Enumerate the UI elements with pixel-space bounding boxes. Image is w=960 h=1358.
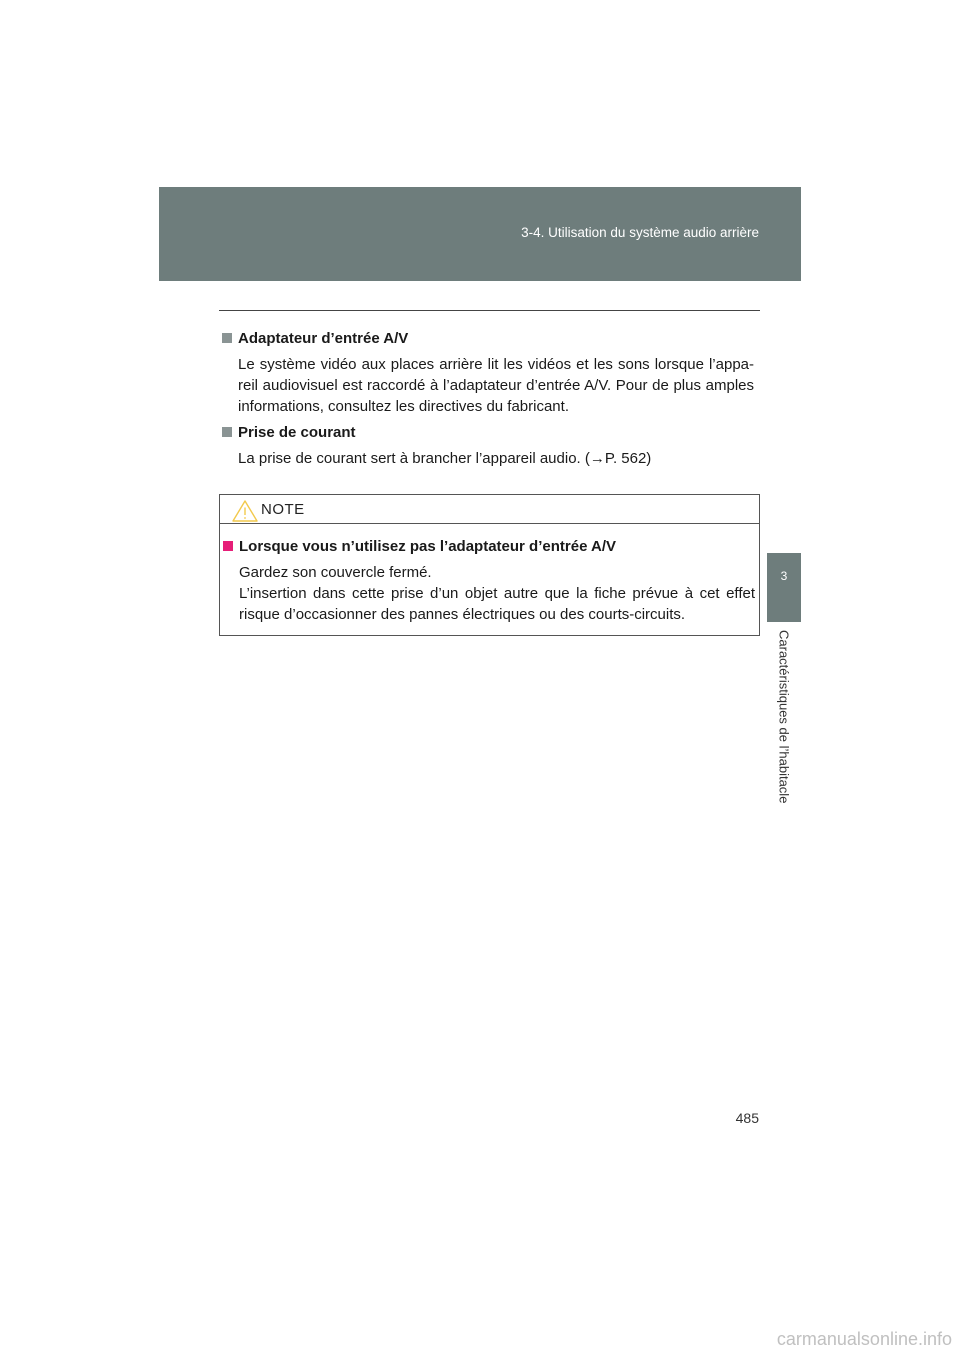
square-bullet-icon bbox=[222, 333, 232, 343]
section-heading-av-adapter bbox=[222, 328, 754, 349]
chapter-label: Caractéristiques de l’habitacle bbox=[776, 630, 792, 804]
watermark-text: carmanualsonline.info bbox=[776, 1329, 952, 1349]
note-line-2: L’insertion dans cette prise d’un objet autre que la fiche prévue à cet effet risque d’occasionner des pannes électriques ou des courts-circuits. bbox=[239, 585, 755, 623]
square-bullet-icon bbox=[222, 427, 232, 437]
note-title: NOTE bbox=[261, 501, 305, 518]
section-heading-power-outlet bbox=[222, 422, 754, 443]
page-number: 485 bbox=[735, 1110, 759, 1126]
paragraph-power-outlet: La prise de courant sert à brancher l’appareil audio. (→P. 562) bbox=[238, 450, 652, 467]
main-content bbox=[222, 328, 754, 474]
square-bullet-icon bbox=[223, 541, 233, 551]
note-line-1: Gardez son couvercle fermé. bbox=[239, 564, 432, 581]
chapter-number: 3 bbox=[780, 569, 788, 583]
header-band bbox=[159, 187, 801, 281]
heading-text: Adaptateur d’entrée A/V bbox=[238, 330, 409, 347]
note-heading-text: Lorsque vous n’utilisez pas l’adaptateur d’entrée A/V bbox=[239, 538, 617, 555]
section-title: 3-4. Utilisation du système audio arrière bbox=[521, 225, 759, 240]
note-heading bbox=[223, 536, 755, 557]
paragraph-av-adapter: Le système vidéo aux places arrière lit les vidéos et les sons lorsque l’appa-reil audiovisuel est raccordé à l’adaptateur d’entrée A/V. Pour de plus amples informations, consultez les directives du fabricant. bbox=[238, 356, 754, 415]
warning-triangle-icon bbox=[232, 500, 258, 522]
heading-text: Prise de courant bbox=[238, 424, 356, 441]
note-body bbox=[223, 536, 755, 625]
note-box bbox=[219, 494, 760, 636]
top-divider bbox=[219, 310, 760, 311]
chapter-tab bbox=[767, 553, 801, 622]
note-header bbox=[220, 495, 759, 524]
